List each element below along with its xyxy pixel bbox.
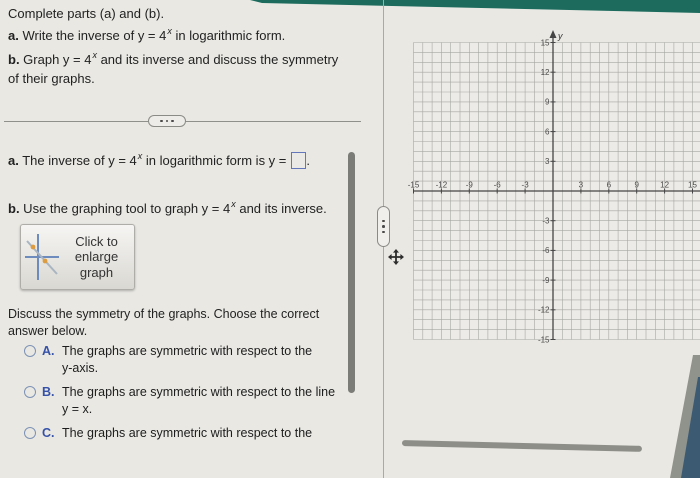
enlarge-label-line1: Click to <box>75 233 118 249</box>
ellipsis-dot <box>160 120 163 123</box>
symmetry-question-text1: Discuss the symmetry of the graphs. Choose the correct <box>8 307 320 321</box>
answer-a-text: The inverse of y = 4 <box>18 153 137 168</box>
svg-text:-3: -3 <box>542 216 550 226</box>
svg-text:15: 15 <box>540 38 550 48</box>
option-b-text: The graphs are symmetric with respect to the line <box>62 385 336 399</box>
exponent-x: x <box>167 26 172 36</box>
answer-a-period: . <box>306 153 311 168</box>
screen-bezel-corner <box>660 355 700 478</box>
option-a-letter: A. <box>42 344 55 358</box>
svg-text:12: 12 <box>660 180 670 190</box>
svg-text:-15: -15 <box>407 180 420 190</box>
option-a-text-line2: y-axis. <box>62 361 99 375</box>
ellipsis-dot <box>171 120 174 123</box>
answer-b-line <box>8 200 327 219</box>
symmetry-question-text2: answer below. <box>8 324 88 338</box>
svg-text:-9: -9 <box>465 180 473 190</box>
radio-button-c[interactable] <box>24 427 36 439</box>
splitter-handle-button[interactable] <box>377 206 390 247</box>
part-b-statement <box>8 51 338 70</box>
svg-text:-6: -6 <box>542 246 550 256</box>
answer-input-box[interactable] <box>291 152 306 169</box>
symmetry-question-line1 <box>8 306 319 323</box>
svg-text:-12: -12 <box>537 305 550 315</box>
part-a-label: a. <box>8 28 19 43</box>
exponent-x: x <box>137 151 143 161</box>
ellipsis-dot <box>166 120 169 123</box>
part-b-statement-line2 <box>8 70 95 87</box>
radio-button-a[interactable] <box>24 345 36 357</box>
option-b-text-line2: y = x. <box>62 402 93 416</box>
exponent-x: x <box>231 199 236 209</box>
svg-text:15: 15 <box>688 180 697 190</box>
svg-text:3: 3 <box>545 157 550 167</box>
pan-move-icon[interactable] <box>387 248 405 266</box>
svg-text:6: 6 <box>606 180 612 190</box>
part-a-statement <box>8 27 285 46</box>
mini-graph-icon <box>21 228 63 286</box>
svg-text:12: 12 <box>540 68 550 77</box>
problem-intro-text: Complete parts (a) and (b). <box>8 6 165 21</box>
svg-text:y: y <box>558 31 563 41</box>
answer-b-label: b. <box>8 201 20 216</box>
option-c-text: The graphs are symmetric with respect to the <box>62 426 313 440</box>
problem-intro <box>8 5 164 22</box>
svg-text:9: 9 <box>634 180 639 190</box>
svg-text:3: 3 <box>578 180 584 190</box>
exponent-x: x <box>92 50 97 60</box>
ellipsis-dot <box>382 231 385 234</box>
enlarge-graph-button[interactable] <box>20 224 135 290</box>
svg-text:-3: -3 <box>521 180 529 190</box>
enlarge-label-line2: enlarge <box>74 249 119 265</box>
divider-ellipsis-button[interactable] <box>148 115 186 127</box>
part-b-text: Graph y = 4 <box>19 52 92 67</box>
answer-a-text2: in logarithmic form is y = <box>142 153 287 168</box>
option-b-letter: B. <box>42 385 55 399</box>
svg-text:-12: -12 <box>435 180 448 190</box>
ellipsis-dot <box>382 225 385 228</box>
coordinate-grid-graphing-tool[interactable] <box>407 30 700 343</box>
svg-text:6: 6 <box>545 127 550 137</box>
left-panel-scrollbar[interactable] <box>348 152 355 393</box>
part-b-text2: and its inverse and discuss the symmetry <box>96 52 339 67</box>
radio-button-b[interactable] <box>24 386 36 398</box>
part-a-text2: in logarithmic form. <box>171 28 286 43</box>
enlarge-label-line3: graph <box>79 264 114 280</box>
part-b-label: b. <box>8 52 20 67</box>
answer-b-text: Use the graphing tool to graph y = 4 <box>19 201 231 216</box>
part-a-text: Write the inverse of y = 4 <box>18 28 167 43</box>
symmetry-question-line2 <box>8 323 87 340</box>
svg-text:-15: -15 <box>537 335 550 343</box>
answer-a-label: a. <box>8 153 19 168</box>
graph-horizontal-scrollbar[interactable] <box>402 440 642 452</box>
svg-text:-9: -9 <box>542 275 550 285</box>
svg-text:-6: -6 <box>493 180 501 190</box>
answer-a-line <box>8 152 310 171</box>
part-b-text3: of their graphs. <box>8 71 95 86</box>
answer-b-text2: and its inverse. <box>235 201 327 216</box>
enlarge-button-label <box>63 234 134 281</box>
ellipsis-dot <box>382 220 385 223</box>
option-a-text: The graphs are symmetric with respect to the <box>62 344 313 358</box>
option-c-letter: C. <box>42 426 55 440</box>
svg-text:9: 9 <box>545 97 550 107</box>
